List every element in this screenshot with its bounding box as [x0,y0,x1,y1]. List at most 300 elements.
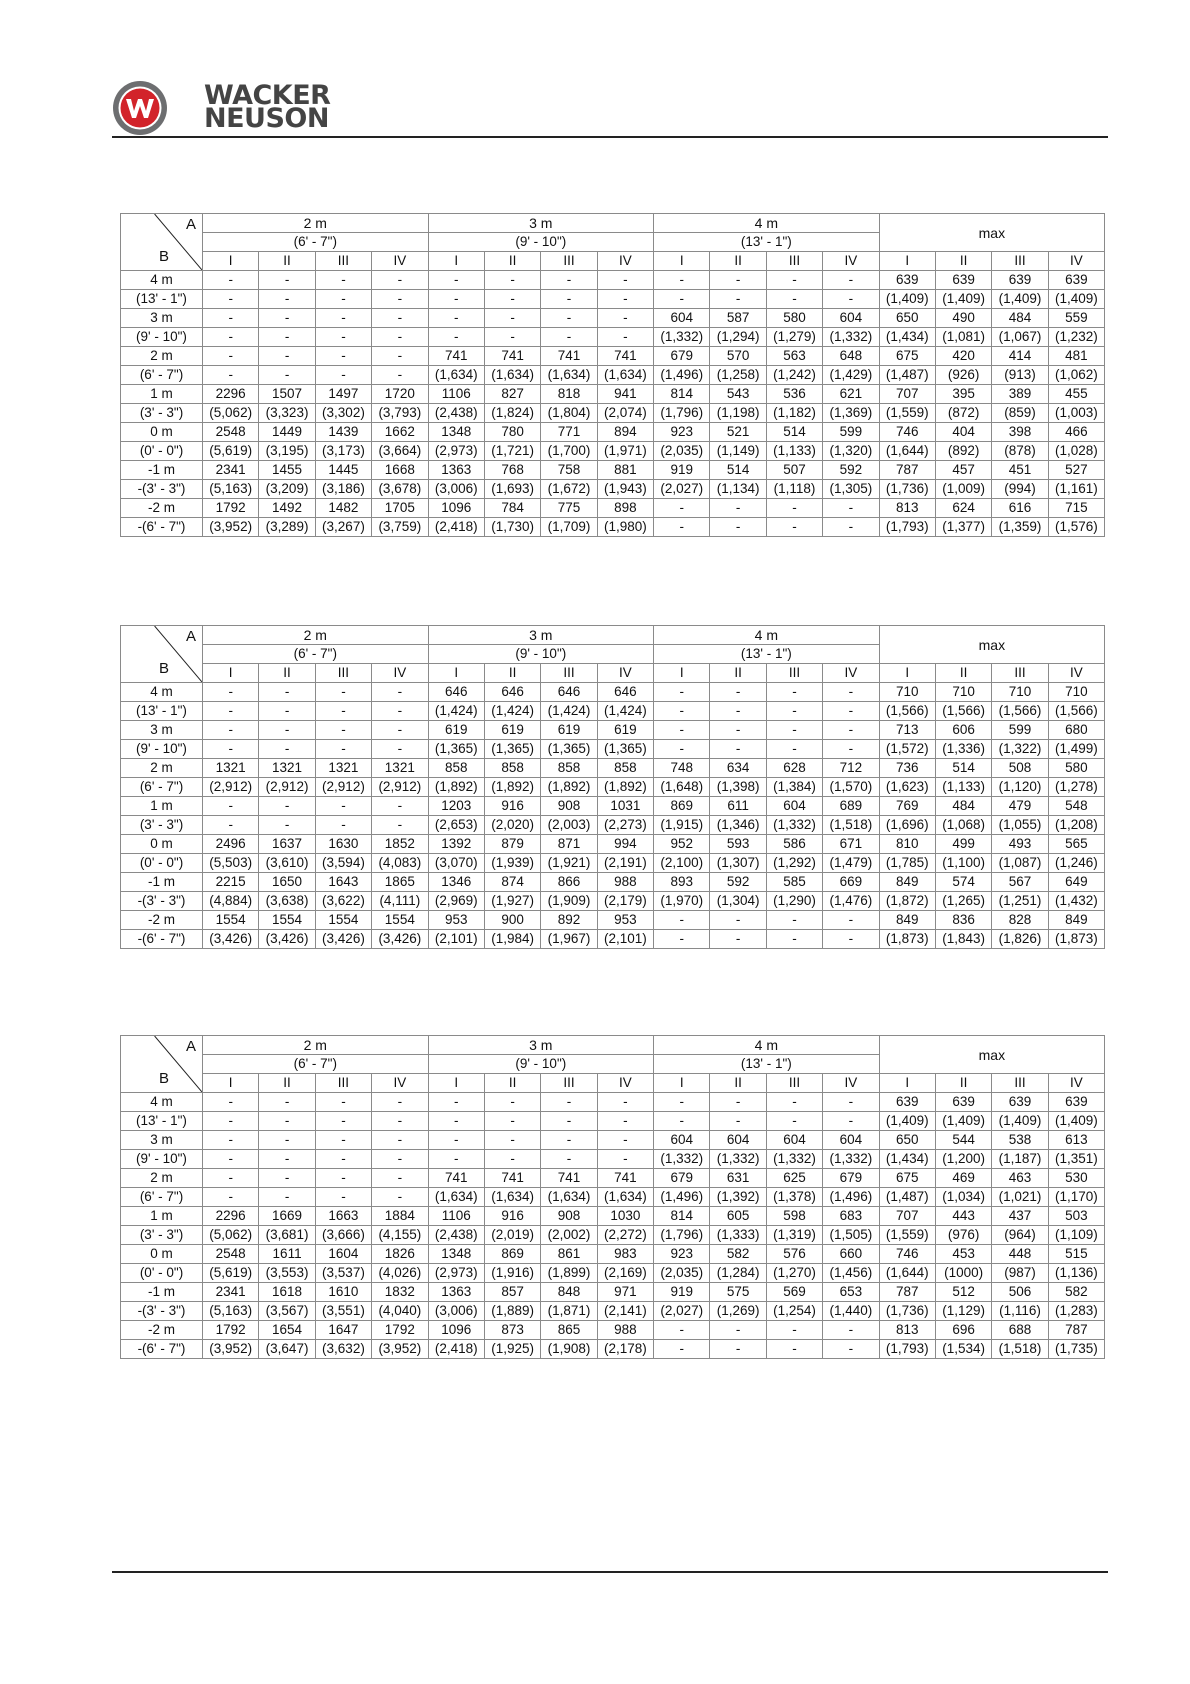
table-cell: (1,409) [992,1112,1048,1131]
column-header: IV [1048,1074,1104,1093]
table-cell: - [372,1112,428,1131]
column-header: II [259,252,315,271]
table-cell: 398 [992,423,1048,442]
table-cell: 858 [597,759,653,778]
table-cell: - [484,1131,540,1150]
table-cell: (2,653) [428,816,484,835]
table-cell: 1669 [259,1207,315,1226]
table-cell: 1449 [259,423,315,442]
table-cell: (1,693) [484,480,540,499]
table-cell: 580 [1048,759,1104,778]
table-cell: 1455 [259,461,315,480]
table-cell: - [710,930,766,949]
table-row [121,721,1105,740]
table-cell: - [823,290,879,309]
table-cell: (2,973) [428,442,484,461]
table-cell: - [710,702,766,721]
brand-wordmark [204,80,331,134]
table-cell: 646 [484,683,540,702]
table-cell: 515 [1048,1245,1104,1264]
table-cell: 741 [597,347,653,366]
table-cell: 395 [935,385,991,404]
column-header: IV [372,664,428,683]
table-cell: 575 [710,1283,766,1302]
table-cell: (5,503) [203,854,259,873]
corner-label-b: B [159,248,170,265]
table-row [121,1283,1105,1302]
table-cell: - [259,1150,315,1169]
table-cell: (1,322) [992,740,1048,759]
brand-line-2: NEUSON [204,103,329,134]
table-cell: 507 [766,461,822,480]
table-cell: (3,426) [372,930,428,949]
table-cell: - [597,290,653,309]
table-cell: - [259,721,315,740]
table-cell: (1,129) [935,1302,991,1321]
table-cell: - [315,366,371,385]
table-cell: 1826 [372,1245,428,1264]
row-label: 4 m [121,1093,203,1112]
table-cell: (1,332) [823,1150,879,1169]
table-cell: (1,479) [823,854,879,873]
table-cell: 814 [654,385,710,404]
table-cell: - [710,1112,766,1131]
column-header: IV [1048,664,1104,683]
row-label: -1 m [121,1283,203,1302]
load-table-1 [120,213,1105,537]
table-cell: - [372,816,428,835]
table-cell: (2,100) [654,854,710,873]
column-header: III [541,252,597,271]
table-cell: (1,283) [1048,1302,1104,1321]
table-cell: 599 [823,423,879,442]
table-cell: (1,294) [710,328,766,347]
column-header: I [879,664,935,683]
table-cell: 1705 [372,499,428,518]
table-row [121,1188,1105,1207]
table-cell: - [541,1131,597,1150]
table-cell: 900 [484,911,540,930]
row-label: (6' - 7") [121,366,203,385]
table-cell: 2341 [203,1283,259,1302]
column-header: III [992,664,1048,683]
column-header: III [315,664,371,683]
table-cell: - [372,683,428,702]
table-cell: 628 [766,759,822,778]
table-cell: 1554 [372,911,428,930]
table-cell: 1662 [372,423,428,442]
table-cell: - [372,1188,428,1207]
table-cell: - [259,1093,315,1112]
table-cell: (1,984) [484,930,540,949]
table-cell: 437 [992,1207,1048,1226]
table-row [121,480,1105,499]
table-cell: (3,664) [372,442,428,461]
table-cell: - [484,328,540,347]
table-cell: (1,369) [823,404,879,423]
table-cell: 1203 [428,797,484,816]
column-header: II [484,1074,540,1093]
table-row [121,702,1105,721]
column-header: II [484,664,540,683]
row-label: (6' - 7") [121,778,203,797]
table-cell: - [766,290,822,309]
row-label: 3 m [121,1131,203,1150]
table-cell: (1,970) [654,892,710,911]
table-cell: (1,566) [1048,702,1104,721]
table-cell: (1,332) [710,1150,766,1169]
table-cell: (2,002) [541,1226,597,1245]
table-cell: 683 [823,1207,879,1226]
table-cell: 469 [935,1169,991,1188]
table-cell: (2,035) [654,1264,710,1283]
table-cell: 746 [879,1245,935,1264]
table-cell: 503 [1048,1207,1104,1226]
table-cell: 892 [541,911,597,930]
column-header: II [259,664,315,683]
table-cell: (926) [935,366,991,385]
table-cell: - [766,271,822,290]
table-cell: 650 [879,309,935,328]
table-cell: (1,971) [597,442,653,461]
table-cell: (1,496) [654,1188,710,1207]
column-header: III [541,664,597,683]
table-cell: 481 [1048,347,1104,366]
table-cell: 604 [654,1131,710,1150]
table-cell: 389 [992,385,1048,404]
table-row [121,797,1105,816]
table-cell: (1,333) [710,1226,766,1245]
table-cell: 1492 [259,499,315,518]
table-cell: 712 [823,759,879,778]
row-label: (9' - 10") [121,328,203,347]
corner-label-b: B [159,660,170,677]
table-cell: 784 [484,499,540,518]
table-cell: (1,055) [992,816,1048,835]
table-cell: 569 [766,1283,822,1302]
table-cell: 916 [484,1207,540,1226]
corner-label-a: A [185,628,196,645]
table-row [121,271,1105,290]
table-cell: 879 [484,835,540,854]
table-cell: - [654,1112,710,1131]
table-cell: 1439 [315,423,371,442]
table-cell: (1,915) [654,816,710,835]
table-cell: 741 [428,347,484,366]
table-cell: 1554 [203,911,259,930]
table-cell: 582 [710,1245,766,1264]
table-cell: (4,155) [372,1226,428,1245]
table-row [121,1321,1105,1340]
table-cell: (2,438) [428,404,484,423]
table-cell: (1,892) [484,778,540,797]
table-cell: (1,899) [541,1264,597,1283]
table-cell: - [203,328,259,347]
table-cell: (1,496) [654,366,710,385]
table-cell: 604 [766,797,822,816]
table-cell: 1630 [315,835,371,854]
table-cell: 420 [935,347,991,366]
table-cell: - [315,1169,371,1188]
table-cell: (1,572) [879,740,935,759]
column-header: II [935,664,991,683]
table-cell: (1,278) [1048,778,1104,797]
table-cell: (3,610) [259,854,315,873]
column-header: II [935,252,991,271]
table-row [121,1150,1105,1169]
table-cell: (2,179) [597,892,653,911]
row-label: 2 m [121,759,203,778]
table-cell: - [203,740,259,759]
table-cell: - [259,683,315,702]
column-header: I [654,664,710,683]
row-label: (3' - 3") [121,1226,203,1245]
table-cell: (1,246) [1048,854,1104,873]
table-cell: (1,785) [879,854,935,873]
table-cell: 1363 [428,1283,484,1302]
table-row [121,854,1105,873]
table-cell: 2496 [203,835,259,854]
table-cell: 2296 [203,1207,259,1226]
table-cell: - [823,683,879,702]
table-cell: 660 [823,1245,879,1264]
table-cell: (3,267) [315,518,371,537]
table-row [121,1112,1105,1131]
table-cell: 1030 [597,1207,653,1226]
table-cell: (1,796) [654,404,710,423]
table-cell: (2,019) [484,1226,540,1245]
table-cell: 604 [766,1131,822,1150]
table-cell: (3,302) [315,404,371,423]
table-cell: - [823,740,879,759]
table-cell: (1,709) [541,518,597,537]
corner-label-b: B [159,1070,170,1087]
table-cell: 463 [992,1169,1048,1188]
column-header: IV [823,664,879,683]
max-header: max [879,1036,1105,1074]
table-cell: 565 [1048,835,1104,854]
table-cell: (1,576) [1048,518,1104,537]
column-header: I [203,664,259,683]
table-cell: - [259,290,315,309]
max-header: max [879,214,1105,252]
table-cell: (3,759) [372,518,428,537]
row-label: -(3' - 3") [121,892,203,911]
table-cell: - [541,1150,597,1169]
column-header: IV [372,1074,428,1093]
table-cell: 404 [935,423,991,442]
table-cell: 1647 [315,1321,371,1340]
table-cell: - [710,518,766,537]
table-cell: (1,432) [1048,892,1104,911]
table-cell: (987) [992,1264,1048,1283]
table-cell: 710 [1048,683,1104,702]
table-cell: - [597,1112,653,1131]
table-row [121,423,1105,442]
table-cell: - [372,1169,428,1188]
table-cell: - [766,499,822,518]
row-label: 1 m [121,1207,203,1226]
table-cell: (1,634) [428,366,484,385]
table-cell: (3,594) [315,854,371,873]
table-cell: 1720 [372,385,428,404]
table-cell: - [372,1131,428,1150]
table-cell: - [654,1340,710,1359]
table-cell: 646 [597,683,653,702]
table-cell: 679 [654,347,710,366]
table-cell: (1,409) [1048,1112,1104,1131]
table-cell: 574 [935,873,991,892]
table-cell: 646 [428,683,484,702]
table-cell: (1,534) [935,1340,991,1359]
table-cell: (1,409) [879,1112,935,1131]
column-header: IV [597,1074,653,1093]
table-cell: (2,074) [597,404,653,423]
table-cell: 874 [484,873,540,892]
corner-header [121,214,203,271]
table-cell: 713 [879,721,935,740]
table-cell: - [259,740,315,759]
table-cell: (1,254) [766,1302,822,1321]
table-cell: - [428,309,484,328]
table-cell: (2,912) [203,778,259,797]
table-cell: (1,424) [428,702,484,721]
table-cell: 639 [879,1093,935,1112]
table-cell: (1,696) [879,816,935,835]
group-subtitle: (13' - 1") [654,1055,880,1074]
table-cell: - [203,309,259,328]
table-cell: (2,169) [597,1264,653,1283]
table-cell: (1,793) [879,518,935,537]
table-cell: (1,021) [992,1188,1048,1207]
table-cell: (1,332) [766,1150,822,1169]
table-cell: - [597,271,653,290]
table-cell: 881 [597,461,653,480]
table-cell: - [823,702,879,721]
row-label: 0 m [121,1245,203,1264]
table-cell: - [766,930,822,949]
table-cell: 858 [484,759,540,778]
table-cell: (3,567) [259,1302,315,1321]
table-cell: (1,365) [428,740,484,759]
table-cell: 605 [710,1207,766,1226]
table-cell: (1,409) [935,290,991,309]
table-cell: - [315,309,371,328]
table-cell: - [259,347,315,366]
column-header: I [428,252,484,271]
table-cell: 1668 [372,461,428,480]
row-label: -(3' - 3") [121,1302,203,1321]
table-cell: - [372,271,428,290]
table-row [121,1226,1105,1245]
table-cell: (4,083) [372,854,428,873]
table-cell: (3,426) [203,930,259,949]
table-cell: 908 [541,1207,597,1226]
table-cell: (872) [935,404,991,423]
table-cell: 604 [654,309,710,328]
table-cell: - [766,1340,822,1359]
table-cell: - [654,740,710,759]
table-cell: (1,925) [484,1340,540,1359]
table-cell: - [484,1093,540,1112]
table-cell: (1,634) [597,1188,653,1207]
table-cell: (1,133) [766,442,822,461]
table-cell: 680 [1048,721,1104,740]
table-cell: - [259,366,315,385]
column-header: III [541,1074,597,1093]
table-cell: - [823,930,879,949]
table-cell: - [203,683,259,702]
column-header: IV [597,664,653,683]
table-cell: (5,619) [203,442,259,461]
table-cell: 580 [766,309,822,328]
table-cell: (1,967) [541,930,597,949]
table-cell: 586 [766,835,822,854]
table-cell: - [766,721,822,740]
table-row [121,816,1105,835]
table-cell: 2341 [203,461,259,480]
table-cell: 679 [823,1169,879,1188]
table-cell: 611 [710,797,766,816]
table-cell: - [428,1131,484,1150]
table-cell: 521 [710,423,766,442]
table-cell: - [484,271,540,290]
table-cell: - [541,328,597,347]
table-cell: 1482 [315,499,371,518]
table-cell: 499 [935,835,991,854]
table-cell: (1,384) [766,778,822,797]
table-cell: (2,178) [597,1340,653,1359]
table-cell: - [654,499,710,518]
column-header: I [428,1074,484,1093]
table-cell: - [428,1093,484,1112]
table-cell: 1610 [315,1283,371,1302]
table-cell: - [315,328,371,347]
table-cell: 484 [935,797,991,816]
table-cell: - [766,702,822,721]
table-row [121,404,1105,423]
table-cell: (1,136) [1048,1264,1104,1283]
table-cell: 650 [879,1131,935,1150]
header-row-distance [121,626,1105,645]
table-cell: 624 [935,499,991,518]
table-cell: - [766,518,822,537]
table-cell: 414 [992,347,1048,366]
table-row [121,740,1105,759]
table-cell: 1643 [315,873,371,892]
table-cell: 818 [541,385,597,404]
table-cell: - [654,1321,710,1340]
table-cell: (1,265) [935,892,991,911]
group-title: 4 m [654,626,880,645]
row-label: -(6' - 7") [121,518,203,537]
table-cell: - [203,290,259,309]
table-cell: - [315,1150,371,1169]
table-cell: 769 [879,797,935,816]
table-cell: 1445 [315,461,371,480]
table-cell: - [372,702,428,721]
table-cell: (3,632) [315,1340,371,1359]
table-cell: (1,332) [823,328,879,347]
table-cell: (1,634) [541,366,597,385]
row-label: 2 m [121,347,203,366]
table-cell: - [315,1131,371,1150]
table-cell: (2,912) [259,778,315,797]
table-cell: - [203,797,259,816]
table-cell: (1,003) [1048,404,1104,423]
table-cell: - [203,271,259,290]
table-row [121,930,1105,949]
